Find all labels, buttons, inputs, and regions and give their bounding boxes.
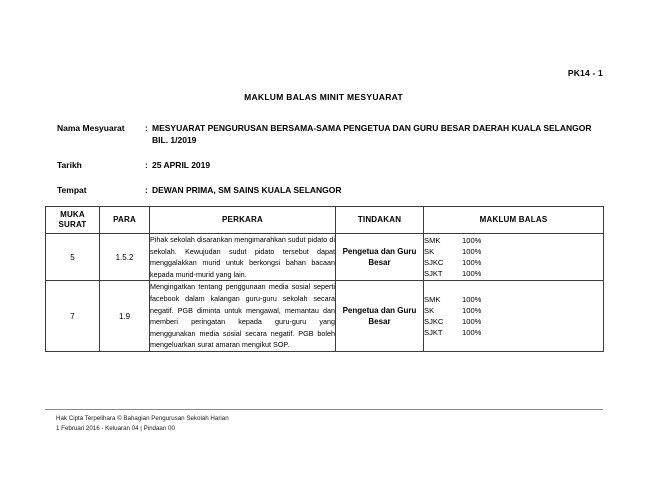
meeting-name-row <box>57 122 617 146</box>
column-header-page <box>46 207 100 234</box>
table-row <box>46 234 604 281</box>
feedback-item <box>424 246 603 257</box>
meeting-date-value-group <box>145 159 210 171</box>
feedback-category: SJKT <box>424 269 443 279</box>
meeting-name-label: Nama Mesyuarat <box>57 123 125 133</box>
cell-para: 1.5.2 <box>100 234 150 281</box>
feedback-item <box>424 268 603 279</box>
feedback-item <box>424 316 603 327</box>
feedback-item <box>424 327 603 338</box>
meeting-name-value-line2: BIL. 1/2019 <box>152 135 197 145</box>
table-header-row <box>46 207 604 234</box>
feedback-item <box>424 257 603 268</box>
cell-matter: Pihak sekolah disarankan mengimarahkan sudut pidato di sekolah. Kewujudan sudut pidato tersebut dapat menggalakkan murid untuk berkongsi bahan bacaan kepada murid-murid yang lain. <box>150 234 336 281</box>
cell-matter: Mengingatkan tentang penggunaan media sosial seperti facebook dalam kalangan guru-guru sekolah secara negatif. PGB diminta untuk mengawal, memantau dan memberi peringatan kepada guru-guru yang menggunakan media sosial secara negatif. PGB boleh mengeluarkan surat amaran mengikut SOP. <box>150 281 336 352</box>
feedback-value: 100% <box>462 328 482 338</box>
page-footer <box>56 414 229 433</box>
meeting-date-label: Tarikh <box>57 160 82 170</box>
meeting-details <box>57 122 617 209</box>
meeting-name-value-group <box>145 122 592 146</box>
feedback-category: SMK <box>424 295 441 305</box>
column-header-page-line2: SURAT <box>58 220 87 229</box>
column-header-feedback: MAKLUM BALAS <box>424 207 604 234</box>
meeting-name-value-line1 <box>145 122 592 134</box>
cell-action: Pengetua dan Guru Besar <box>336 281 424 352</box>
feedback-item <box>424 294 603 305</box>
meeting-name-value: MESYUARAT PENGURUSAN BERSAMA-SAMA PENGETUA DAN GURU BESAR DAERAH KUALA SELANGOR <box>152 123 592 133</box>
feedback-category: SK <box>424 247 435 257</box>
feedback-value: 100% <box>462 317 482 327</box>
cell-page: 7 <box>46 281 100 352</box>
document-code: PK14 - 1 <box>567 68 603 78</box>
column-header-para: PARA <box>100 207 150 234</box>
feedback-value: 100% <box>462 295 482 305</box>
cell-feedback <box>424 234 604 281</box>
feedback-category: SJKT <box>424 328 443 338</box>
meeting-place-value: DEWAN PRIMA, SM SAINS KUALA SELANGOR <box>152 185 342 195</box>
column-header-action: TINDAKAN <box>336 207 424 234</box>
footer-copyright: Hak Cipta Terpelihara © Bahagian Pengurusan Sekolah Harian <box>56 415 229 422</box>
feedback-item <box>424 235 603 246</box>
feedback-value: 100% <box>462 247 482 257</box>
cell-feedback <box>424 281 604 352</box>
table-row <box>46 281 604 352</box>
feedback-value: 100% <box>462 258 482 268</box>
feedback-category: SJKC <box>424 258 444 268</box>
column-header-page-line1: MUKA <box>60 210 85 219</box>
feedback-category: SK <box>424 306 435 316</box>
footer-edition: 1 Februari 2016 - Keluaran 04 | Pindaan 00 <box>56 424 175 432</box>
cell-action: Pengetua dan Guru Besar <box>336 234 424 281</box>
meeting-date-value: 25 APRIL 2019 <box>152 160 211 170</box>
meeting-place-label: Tempat <box>57 185 87 195</box>
feedback-category: SMK <box>424 236 441 246</box>
colon-separator: : <box>145 160 148 170</box>
colon-separator: : <box>145 123 148 133</box>
page-title: MAKLUM BALAS MINIT MESYUARAT <box>244 92 403 102</box>
meeting-place-row <box>57 184 617 196</box>
footer-divider <box>45 409 603 410</box>
colon-separator: : <box>145 185 148 195</box>
column-header-matter: PERKARA <box>150 207 336 234</box>
cell-para: 1.9 <box>100 281 150 352</box>
feedback-category: SJKC <box>424 317 444 327</box>
feedback-value: 100% <box>462 306 482 316</box>
feedback-value: 100% <box>462 269 482 279</box>
minutes-feedback-table <box>45 206 604 352</box>
feedback-value: 100% <box>462 236 482 246</box>
feedback-item <box>424 305 603 316</box>
meeting-date-row <box>57 159 617 171</box>
cell-page: 5 <box>46 234 100 281</box>
meeting-place-value-group <box>145 184 342 196</box>
